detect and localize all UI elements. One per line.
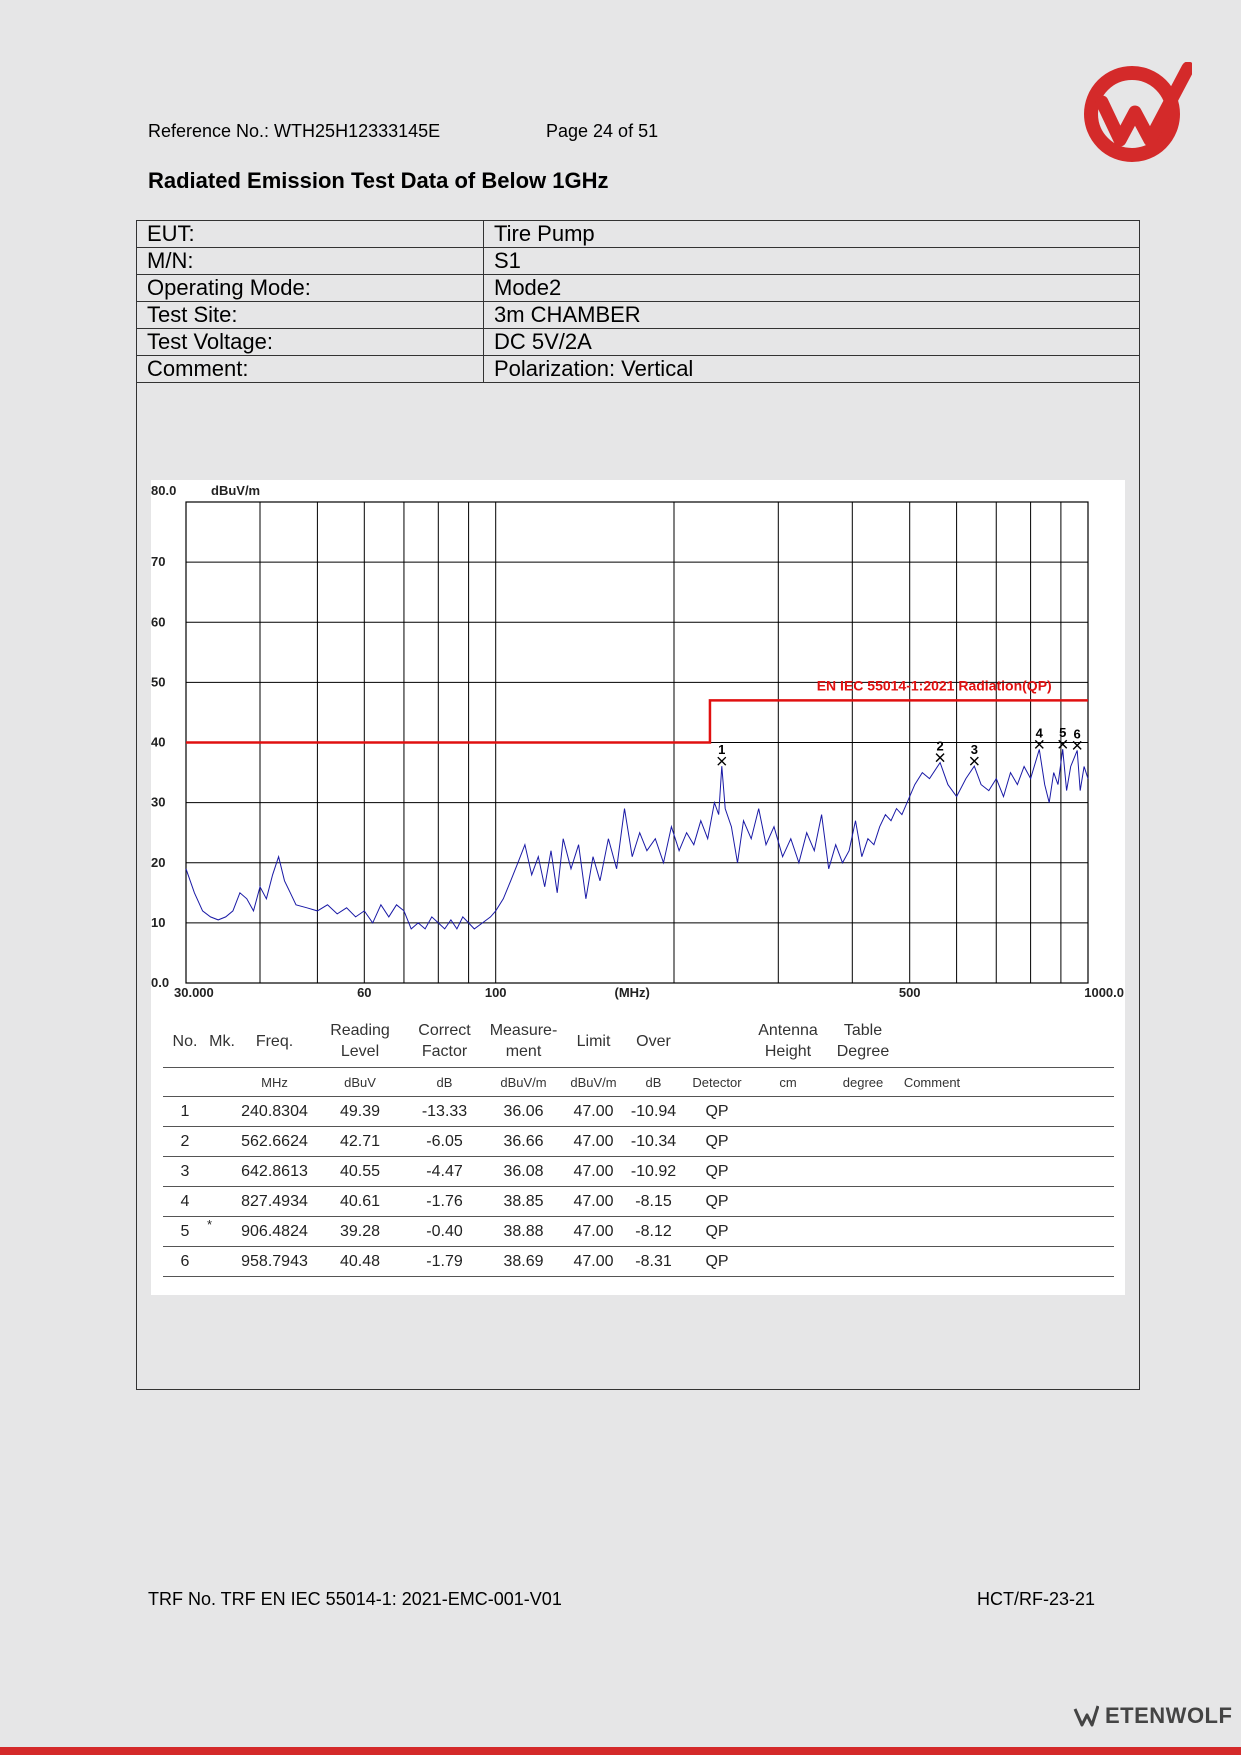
header-comment [898, 1015, 966, 1068]
info-row [137, 275, 1140, 302]
page-number: Page 24 of 51 [546, 121, 659, 141]
result-row [163, 1097, 1114, 1127]
cell-measure: 38.69 [481, 1247, 566, 1277]
cell-measure: 36.66 [481, 1127, 566, 1157]
cell-antenna [748, 1127, 828, 1157]
info-value: Polarization: Vertical [484, 356, 1140, 383]
cell-freq: 562.6624 [237, 1127, 312, 1157]
unit-table: degree [828, 1068, 898, 1097]
info-value: 3m CHAMBER [484, 302, 1140, 329]
y-tick-label: 0.0 [151, 975, 170, 990]
cell-reading: 40.61 [312, 1187, 408, 1217]
emission-chart [151, 480, 1125, 1000]
cell-over: -10.92 [621, 1157, 686, 1187]
header-table: Table Degree [836, 1022, 890, 1060]
info-value: DC 5V/2A [484, 329, 1140, 356]
header-limit: Limit [576, 1032, 611, 1050]
unit-detector: Detector [686, 1068, 748, 1097]
cell-table [828, 1187, 898, 1217]
info-row [137, 302, 1140, 329]
info-value: S1 [484, 248, 1140, 275]
info-row [137, 329, 1140, 356]
cell-no: 4 [163, 1187, 207, 1217]
unit-no [163, 1068, 207, 1097]
form-code: HCT/RF-23-21 [977, 1589, 1096, 1609]
cell-comment [898, 1097, 966, 1127]
cell-correct: -6.05 [408, 1127, 481, 1157]
unit-mk [207, 1068, 237, 1097]
limit-line-label: EN IEC 55014-1:2021 Radiation(QP) [816, 677, 1052, 694]
cell-comment [898, 1217, 966, 1247]
cell-freq: 827.4934 [237, 1187, 312, 1217]
results-table [163, 1015, 1114, 1277]
cell-detector: QP [686, 1097, 748, 1127]
brand-footer [1073, 1703, 1232, 1729]
cell-limit: 47.00 [566, 1187, 621, 1217]
info-label: Test Voltage: [137, 329, 484, 356]
cell-reading: 42.71 [312, 1127, 408, 1157]
cell-antenna [748, 1187, 828, 1217]
unit-comment: Comment [898, 1068, 966, 1097]
result-row [163, 1247, 1114, 1277]
info-row [137, 356, 1140, 383]
cell-detector: QP [686, 1217, 748, 1247]
cell-table [828, 1127, 898, 1157]
y-tick-label: 60 [151, 614, 166, 630]
x-axis-label: (MHz) [614, 985, 650, 1000]
unit-limit: dBuV/m [566, 1068, 621, 1097]
y-tick-label: 50 [151, 674, 166, 690]
result-row [163, 1157, 1114, 1187]
y-tick-label: 80.0 [151, 483, 177, 498]
cell-antenna [748, 1217, 828, 1247]
cell-no: 6 [163, 1247, 207, 1277]
cell-freq: 958.7943 [237, 1247, 312, 1277]
result-row [163, 1127, 1114, 1157]
header-correct: Correct Factor [418, 1022, 471, 1060]
cell-measure: 38.88 [481, 1217, 566, 1247]
cell-mk [207, 1187, 237, 1217]
header-antenna: Antenna Height [758, 1022, 818, 1060]
cell-reading: 49.39 [312, 1097, 408, 1127]
cell-limit: 47.00 [566, 1217, 621, 1247]
header-measure: Measure- ment [489, 1022, 558, 1060]
cell-measure: 36.08 [481, 1157, 566, 1187]
y-tick-label: 30 [151, 794, 166, 810]
cell-mk [207, 1247, 237, 1277]
cell-limit: 47.00 [566, 1097, 621, 1127]
y-tick-label: 70 [151, 554, 166, 570]
cell-correct: -4.47 [408, 1157, 481, 1187]
cell-comment [898, 1187, 966, 1217]
result-row [163, 1187, 1114, 1217]
x-tick-label: 1000.0 [1084, 985, 1124, 1000]
cell-measure: 38.85 [481, 1187, 566, 1217]
header-mk: Mk. [209, 1032, 235, 1050]
peak-marker-label: 2 [936, 738, 944, 754]
unit-reading: dBuV [312, 1068, 408, 1097]
page-title: Radiated Emission Test Data of Below 1GHz [148, 168, 609, 193]
cell-antenna [748, 1247, 828, 1277]
plot-panel [151, 480, 1125, 1295]
cell-table [828, 1217, 898, 1247]
cell-correct: -1.76 [408, 1187, 481, 1217]
info-label: EUT: [137, 221, 484, 248]
cell-antenna [748, 1157, 828, 1187]
info-row [137, 248, 1140, 275]
cell-freq: 906.4824 [237, 1217, 312, 1247]
x-tick-label: 30.000 [174, 985, 214, 1000]
cell-mk [207, 1097, 237, 1127]
unit-antenna: cm [748, 1068, 828, 1097]
y-tick-label: 10 [151, 914, 166, 930]
x-tick-label: 100 [484, 985, 507, 1000]
cell-no: 2 [163, 1127, 207, 1157]
info-value: Mode2 [484, 275, 1140, 302]
header-detector [686, 1015, 748, 1068]
cell-detector: QP [686, 1187, 748, 1217]
x-tick-label: 60 [357, 985, 372, 1000]
cell-detector: QP [686, 1247, 748, 1277]
cell-comment [898, 1127, 966, 1157]
company-logo-icon [1080, 62, 1192, 162]
cell-no: 3 [163, 1157, 207, 1187]
cell-reading: 40.55 [312, 1157, 408, 1187]
cell-limit: 47.00 [566, 1247, 621, 1277]
peak-marker-label: 1 [718, 742, 726, 758]
cell-comment [898, 1157, 966, 1187]
cell-freq: 642.8613 [237, 1157, 312, 1187]
peak-marker-label: 6 [1073, 726, 1081, 742]
y-tick-label: 20 [151, 854, 166, 870]
peak-marker-label: 4 [1035, 725, 1043, 741]
cell-correct: -0.40 [408, 1217, 481, 1247]
cell-no: 1 [163, 1097, 207, 1127]
cell-table [828, 1157, 898, 1187]
unit-correct: dB [408, 1068, 481, 1097]
x-tick-label: 500 [898, 985, 921, 1000]
unit-over: dB [621, 1068, 686, 1097]
reference-number: Reference No.: WTH25H12333145E [148, 121, 441, 141]
results-units-row [163, 1068, 1114, 1097]
cell-limit: 47.00 [566, 1127, 621, 1157]
cell-freq: 240.8304 [237, 1097, 312, 1127]
unit-freq: MHz [237, 1068, 312, 1097]
cell-over: -10.94 [621, 1097, 686, 1127]
unit-measure: dBuV/m [481, 1068, 566, 1097]
test-info-table [136, 220, 1140, 383]
cell-correct: -13.33 [408, 1097, 481, 1127]
results-header-row [163, 1015, 1114, 1068]
y-axis-label: dBuV/m [211, 483, 261, 498]
brand-name: ETENWOLF [1105, 1703, 1233, 1728]
result-row [163, 1217, 1114, 1247]
cell-antenna [748, 1097, 828, 1127]
cell-detector: QP [686, 1127, 748, 1157]
cell-detector: QP [686, 1157, 748, 1187]
info-label: Operating Mode: [137, 275, 484, 302]
cell-measure: 36.06 [481, 1097, 566, 1127]
cell-mk [207, 1127, 237, 1157]
cell-reading: 39.28 [312, 1217, 408, 1247]
info-label: Comment: [137, 356, 484, 383]
y-tick-label: 40 [151, 734, 166, 750]
info-label: Test Site: [137, 302, 484, 329]
header-no: No. [172, 1032, 198, 1050]
cell-over: -8.12 [621, 1217, 686, 1247]
header-over: Over [636, 1032, 671, 1050]
cell-comment [898, 1247, 966, 1277]
peak-marker-label: 5 [1059, 725, 1067, 741]
peak-marker-label: 3 [970, 742, 978, 758]
wolf-check-icon [1073, 1704, 1099, 1728]
cell-table [828, 1097, 898, 1127]
cell-mk [207, 1157, 237, 1187]
bottom-accent-bar [0, 1747, 1241, 1755]
cell-correct: -1.79 [408, 1247, 481, 1277]
trf-number: TRF No. TRF EN IEC 55014-1: 2021-EMC-001-V01 [148, 1589, 562, 1609]
info-value: Tire Pump [484, 221, 1140, 248]
cell-over: -8.15 [621, 1187, 686, 1217]
header-freq: Freq. [255, 1032, 294, 1050]
cell-mk: * [207, 1217, 237, 1247]
info-label: M/N: [137, 248, 484, 275]
cell-table [828, 1247, 898, 1277]
cell-over: -8.31 [621, 1247, 686, 1277]
cell-over: -10.34 [621, 1127, 686, 1157]
header-reading: Reading Level [330, 1022, 390, 1060]
cell-limit: 47.00 [566, 1157, 621, 1187]
cell-reading: 40.48 [312, 1247, 408, 1277]
cell-no: 5 [163, 1217, 207, 1247]
info-row [137, 221, 1140, 248]
